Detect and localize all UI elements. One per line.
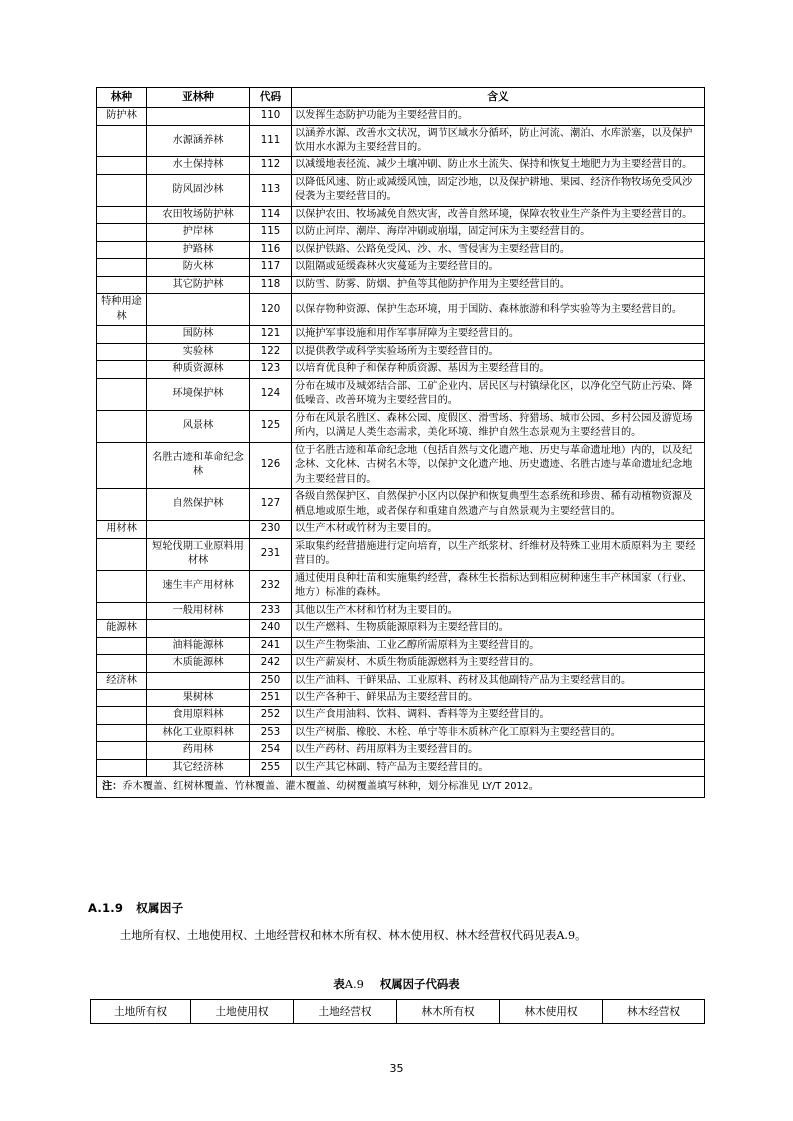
cell-category — [97, 759, 147, 776]
cell-subcategory — [147, 294, 250, 326]
cell-subcategory: 速生丰产用材林 — [147, 570, 250, 602]
cell-category — [97, 157, 147, 174]
cell-meaning: 其他以生产木材和竹材为主要目的。 — [292, 602, 705, 619]
table-caption-prefix: 表 — [333, 977, 345, 991]
table-row — [97, 125, 705, 157]
table-row — [97, 276, 705, 293]
cell-code: 126 — [250, 442, 292, 488]
cell-category — [97, 174, 147, 206]
cell-subcategory — [147, 672, 250, 689]
cell-code: 250 — [250, 672, 292, 689]
table-row — [97, 707, 705, 724]
cell-code: 110 — [250, 108, 292, 125]
cell-code: 115 — [250, 224, 292, 241]
cell-meaning: 位于名胜古迹和革命纪念地（包括自然与文化遗产地、历史与革命遗址地）内的，以及纪念林、文化林、古树名木等，以保护文化遗产地、历史遗迹、名胜古迹与革命遗址纪念地为主要经营目的。 — [292, 442, 705, 488]
note-standard-reference: LY/T 2012 — [482, 781, 529, 793]
cell-meaning: 以降低风速、防止或减缓风蚀，固定沙地，以及保护耕地、果园、经济作物牧场免受风沙侵袭为主要经营目的。 — [292, 174, 705, 206]
cell-code: 230 — [250, 521, 292, 538]
cell-subcategory: 名胜古迹和革命纪念林 — [147, 442, 250, 488]
cell-subcategory: 种质资源林 — [147, 361, 250, 378]
cell-code: 254 — [250, 742, 292, 759]
cell-category: 能源林 — [97, 620, 147, 637]
cell-code: 124 — [250, 378, 292, 410]
table-row — [97, 742, 705, 759]
table-note-row — [97, 777, 705, 797]
table-a9-caption — [0, 976, 793, 992]
cell-subcategory: 农田牧场防护林 — [147, 206, 250, 223]
cell-subcategory: 实验林 — [147, 343, 250, 360]
cell-meaning: 以生产药材、药用原料为主要经营目的。 — [292, 742, 705, 759]
table-row — [97, 108, 705, 125]
cell-category — [97, 707, 147, 724]
table-row — [97, 759, 705, 776]
cell-category: 特种用途林 — [97, 294, 147, 326]
table-row — [97, 570, 705, 602]
cell-category: 用材林 — [97, 521, 147, 538]
cell-category — [97, 125, 147, 157]
cell-meaning: 以生产薪炭材、木质生物质能源燃料为主要经营目的。 — [292, 655, 705, 672]
cell-meaning: 以涵养水源、改善水文状况，调节区域水分循环，防止河流、潮泊、水库淤塞，以及保护饮用水水源为主要经营目的。 — [292, 125, 705, 157]
cell-code: 127 — [250, 489, 292, 521]
cell-meaning: 以生产燃料、生物质能源原料为主要经营目的。 — [292, 620, 705, 637]
forest-category-code-table-wrapper — [96, 87, 704, 798]
cell-code: 241 — [250, 637, 292, 654]
cell-code: 117 — [250, 259, 292, 276]
cell-subcategory: 水源涵养林 — [147, 125, 250, 157]
cell-meaning: 以生产树脂、橡胶、木栓、单宁等非木质林产化工原料为主要经营目的。 — [292, 724, 705, 741]
note-label: 注： — [102, 780, 123, 793]
table-row — [97, 489, 705, 521]
cell-category — [97, 489, 147, 521]
cell-meaning: 以阻隔或延缓森林火灾蔓延为主要经营目的。 — [292, 259, 705, 276]
cell-subcategory: 油料能源林 — [147, 637, 250, 654]
cell-code: 231 — [250, 538, 292, 570]
table-row — [97, 410, 705, 442]
table-head — [97, 88, 705, 108]
table-row — [97, 259, 705, 276]
cell-subcategory — [147, 620, 250, 637]
cell-code: 120 — [250, 294, 292, 326]
table-row — [97, 206, 705, 223]
ownership-column-header: 林木经营权 — [603, 1000, 705, 1024]
table-row — [97, 521, 705, 538]
cell-code: 251 — [250, 689, 292, 706]
cell-subcategory: 一般用材林 — [147, 602, 250, 619]
table-row — [97, 174, 705, 206]
table-header-row — [97, 88, 705, 108]
cell-category — [97, 689, 147, 706]
cell-meaning: 分布在风景名胜区、森林公园、度假区、滑雪场、狩猎场、城市公园、乡村公园及游览场所内，以满足人类生态需求，美化环境、维护自然生态景观为主要经营目的。 — [292, 410, 705, 442]
cell-category — [97, 637, 147, 654]
table-row — [97, 620, 705, 637]
table-row — [97, 655, 705, 672]
cell-category — [97, 602, 147, 619]
cell-meaning: 分布在城市及城郊结合部、工矿企业内、居民区与村镇绿化区，以净化空气防止污染、降低噪音、改善环境为主要经营目的。 — [292, 378, 705, 410]
cell-code: 114 — [250, 206, 292, 223]
cell-code: 252 — [250, 707, 292, 724]
cell-subcategory — [147, 108, 250, 125]
ownership-column-header: 土地所有权 — [91, 1000, 191, 1024]
cell-subcategory: 其它防护林 — [147, 276, 250, 293]
table-row — [97, 343, 705, 360]
table-row — [97, 361, 705, 378]
table-row — [97, 442, 705, 488]
cell-code: 121 — [250, 326, 292, 343]
ownership-header-row — [91, 1000, 705, 1024]
cell-subcategory: 药用林 — [147, 742, 250, 759]
cell-category — [97, 206, 147, 223]
cell-meaning: 以保存物种资源、保护生态环境，用于国防、森林旅游和科学实验等为主要经营目的。 — [292, 294, 705, 326]
table-body — [97, 108, 705, 798]
table-row — [97, 724, 705, 741]
cell-subcategory: 短轮伐期工业原料用材林 — [147, 538, 250, 570]
table-row — [97, 241, 705, 258]
cell-category — [97, 343, 147, 360]
column-header-category: 林种 — [97, 88, 147, 108]
cell-code: 123 — [250, 361, 292, 378]
cell-subcategory: 环境保护林 — [147, 378, 250, 410]
cell-category — [97, 724, 147, 741]
cell-category — [97, 224, 147, 241]
table-row — [97, 157, 705, 174]
ownership-column-header: 林木使用权 — [500, 1000, 603, 1024]
cell-meaning: 以生产各种干、鲜果品为主要经营目的。 — [292, 689, 705, 706]
table-row — [97, 326, 705, 343]
cell-subcategory: 林化工业原料林 — [147, 724, 250, 741]
ownership-code-table — [90, 999, 705, 1024]
cell-subcategory — [147, 521, 250, 538]
cell-meaning: 以掩护军事设施和用作军事屏障为主要经营目的。 — [292, 326, 705, 343]
column-header-code: 代码 — [250, 88, 292, 108]
ownership-column-header: 林木所有权 — [397, 1000, 500, 1024]
ownership-column-header: 土地经营权 — [294, 1000, 397, 1024]
cell-meaning: 以生产生物柴油、工业乙醇所需原料为主要经营目的。 — [292, 637, 705, 654]
note-end: 。 — [528, 781, 539, 793]
cell-category — [97, 361, 147, 378]
ownership-code-table-wrapper — [90, 999, 704, 1024]
cell-category: 防护林 — [97, 108, 147, 125]
cell-meaning: 通过使用良种壮苗和实施集约经营，森林生长指标达到相应树种速生丰产林国家（行业、地方）标准的森林。 — [292, 570, 705, 602]
cell-category — [97, 570, 147, 602]
cell-meaning: 以减缓地表径流、减少土壤冲刷、防止水土流失、保持和恢复土地肥力为主要经营目的。 — [292, 157, 705, 174]
cell-subcategory: 果树林 — [147, 689, 250, 706]
column-header-subcategory: 亚林种 — [147, 88, 250, 108]
table-row — [97, 538, 705, 570]
cell-category — [97, 742, 147, 759]
table-row — [97, 602, 705, 619]
cell-meaning: 各级自然保护区、自然保护小区内以保护和恢复典型生态系统和珍贵、稀有动植物资源及栖息地或原生地，或者保存和重建自然遗产与自然景观为主要经营目的。 — [292, 489, 705, 521]
cell-subcategory: 其它经济林 — [147, 759, 250, 776]
table-note — [97, 777, 705, 797]
cell-subcategory: 防风固沙林 — [147, 174, 250, 206]
cell-meaning: 以生产食用油料、饮料、调料、香料等为主要经营目的。 — [292, 707, 705, 724]
table-row — [97, 689, 705, 706]
cell-meaning: 以防雪、防雾、防烟、护鱼等其他防护作用为主要经营目的。 — [292, 276, 705, 293]
cell-code: 118 — [250, 276, 292, 293]
cell-meaning: 以培育优良种子和保存种质资源、基因为主要经营目的。 — [292, 361, 705, 378]
cell-meaning: 以生产木材或竹材为主要目的。 — [292, 521, 705, 538]
cell-category — [97, 326, 147, 343]
ownership-table-head — [91, 1000, 705, 1024]
cell-category — [97, 442, 147, 488]
table-row — [97, 294, 705, 326]
cell-subcategory: 国防林 — [147, 326, 250, 343]
cell-meaning: 以保护农田、牧场减免自然灾害，改善自然环境，保障农牧业生产条件为主要经营目的。 — [292, 206, 705, 223]
cell-subcategory: 护路林 — [147, 241, 250, 258]
cell-subcategory: 水土保持林 — [147, 157, 250, 174]
cell-code: 232 — [250, 570, 292, 602]
table-row — [97, 672, 705, 689]
note-text: 乔木覆盖、红树林覆盖、竹林覆盖、灌木覆盖、幼树覆盖填写林种，划分标准见 — [122, 781, 483, 793]
cell-meaning: 以保护铁路、公路免受风、沙、水、雪侵害为主要经营目的。 — [292, 241, 705, 258]
cell-subcategory: 护岸林 — [147, 224, 250, 241]
cell-code: 112 — [250, 157, 292, 174]
cell-code: 255 — [250, 759, 292, 776]
cell-category — [97, 655, 147, 672]
cell-category — [97, 378, 147, 410]
cell-category — [97, 259, 147, 276]
cell-subcategory: 防火林 — [147, 259, 250, 276]
cell-subcategory: 食用原料林 — [147, 707, 250, 724]
cell-code: 111 — [250, 125, 292, 157]
forest-category-code-table — [96, 87, 705, 798]
cell-code: 113 — [250, 174, 292, 206]
table-caption-title: 权属因子代码表 — [379, 977, 460, 991]
section-title: 权属因子 — [136, 901, 184, 915]
cell-category: 经济林 — [97, 672, 147, 689]
cell-meaning: 以防止河岸、潮岸、海岸冲刷或崩塌，固定河床为主要经营目的。 — [292, 224, 705, 241]
table-row — [97, 378, 705, 410]
cell-meaning: 采取集约经营措施进行定向培育，以生产纸浆材、纤维材及特殊工业用木质原料为主 要经营目的。 — [292, 538, 705, 570]
cell-meaning: 以发挥生态防护功能为主要经营目的。 — [292, 108, 705, 125]
cell-category — [97, 410, 147, 442]
cell-code: 125 — [250, 410, 292, 442]
cell-meaning: 以生产油料、干鲜果品、工业原料、药材及其他副特产品为主要经营目的。 — [292, 672, 705, 689]
cell-code: 253 — [250, 724, 292, 741]
cell-code: 116 — [250, 241, 292, 258]
cell-category — [97, 241, 147, 258]
table-row — [97, 637, 705, 654]
cell-code: 242 — [250, 655, 292, 672]
table-row — [97, 224, 705, 241]
column-header-meaning: 含义 — [292, 88, 705, 108]
cell-subcategory: 自然保护林 — [147, 489, 250, 521]
cell-code: 122 — [250, 343, 292, 360]
page-number: 35 — [389, 1062, 404, 1075]
ownership-column-header: 土地使用权 — [191, 1000, 294, 1024]
cell-code: 233 — [250, 602, 292, 619]
cell-meaning: 以提供教学或科学实验场所为主要经营目的。 — [292, 343, 705, 360]
section-number: A.1.9 — [88, 901, 124, 915]
table-caption-number: A.9 — [344, 977, 364, 991]
cell-category — [97, 538, 147, 570]
section-heading — [88, 900, 183, 916]
cell-meaning: 以生产其它林副、特产品为主要经营目的。 — [292, 759, 705, 776]
cell-code: 240 — [250, 620, 292, 637]
section-paragraph: 土地所有权、土地使用权、土地经营权和林木所有权、林木使用权、林木经营权代码见表A.9。 — [120, 929, 587, 942]
cell-subcategory: 木质能源林 — [147, 655, 250, 672]
cell-subcategory: 风景林 — [147, 410, 250, 442]
cell-category — [97, 276, 147, 293]
